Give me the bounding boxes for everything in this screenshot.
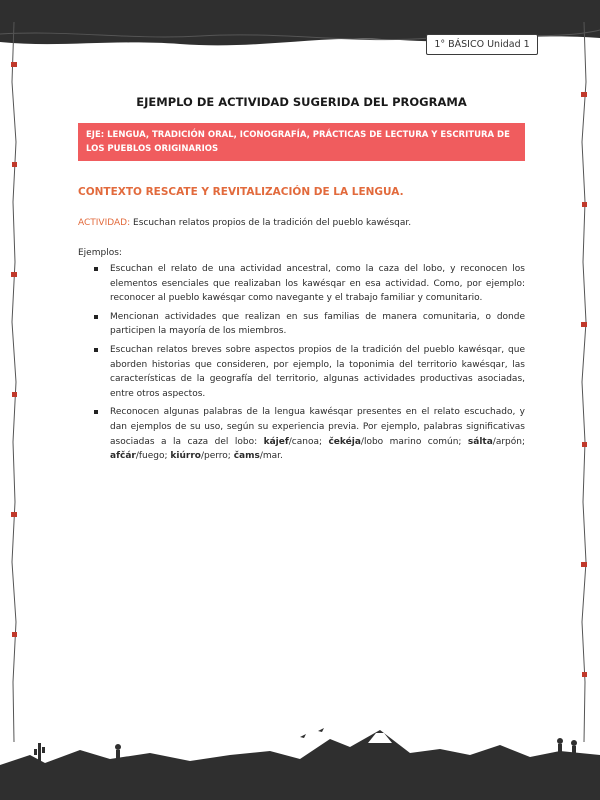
eje-banner: EJE: LENGUA, TRADICIÓN ORAL, ICONOGRAFÍA, PRÁCTICAS DE LECTURA Y ESCRITURA DE LOS PUEBLOS ORIGINARIOS	[78, 123, 525, 161]
list-item: Escuchan el relato de una actividad ancestral, como la caza del lobo, y reconocen los elementos esenciales que realizaban los kawésqar en esa actividad. Como, por ejemplo: reconocer al pueblo kawésqar como navegante y el trabajo familiar y comunitario.	[94, 262, 525, 306]
list-item: Escuchan relatos breves sobre aspectos propios de la tradición del pueblo kawésqar, que aborden historias que consideren, por ejemplo, la toponimia del territorio kawésqar, las características de la geografía del territorio, algunas actividades productivas asociadas, entre otros aspectos.	[94, 343, 525, 401]
kawesqar-word: afčár	[110, 451, 136, 462]
kawesqar-word: kájef	[263, 436, 289, 447]
kawesqar-word: čekéja	[328, 436, 361, 447]
kawesqar-word: čams	[233, 451, 260, 462]
activity-line	[78, 218, 525, 228]
page-title: EJEMPLO DE ACTIVIDAD SUGERIDA DEL PROGRAMA	[136, 95, 467, 109]
context-heading: CONTEXTO RESCATE Y REVITALIZACIÓN DE LA LENGUA.	[78, 186, 404, 198]
kawesqar-word: kiúrro	[170, 451, 201, 462]
bullet-icon	[94, 410, 98, 414]
activity-text: Escuchan relatos propios de la tradición del pueblo kawésqar.	[130, 218, 412, 228]
bullet-icon	[94, 315, 98, 319]
decorative-side-border-right	[580, 22, 588, 742]
examples-label: Ejemplos:	[78, 248, 122, 258]
decorative-side-border-left	[10, 22, 18, 742]
bullet-icon	[94, 267, 98, 271]
landscape-silhouette	[0, 725, 600, 800]
bullet-icon	[94, 348, 98, 352]
examples-list	[94, 262, 525, 468]
grade-unit-badge: 1° BÁSICO Unidad 1	[426, 34, 538, 55]
kawesqar-word: sálta	[467, 436, 493, 447]
list-item: Mencionan actividades que realizan en sus familias de manera comunitaria, o donde participen la mayoría de los miembros.	[94, 310, 525, 339]
activity-label: ACTIVIDAD:	[78, 218, 131, 228]
list-item: Reconocen algunas palabras de la lengua kawésqar presentes en el relato escuchado, y dan ejemplos de su uso, según su experiencia previa. Por ejemplo, palabras significativas asociadas a la caza del lobo: kájef/canoa; čekéja/lobo marino común; sálta/arpón; afčár/fuego; kiúrro/perro; čams/mar.	[94, 405, 525, 463]
